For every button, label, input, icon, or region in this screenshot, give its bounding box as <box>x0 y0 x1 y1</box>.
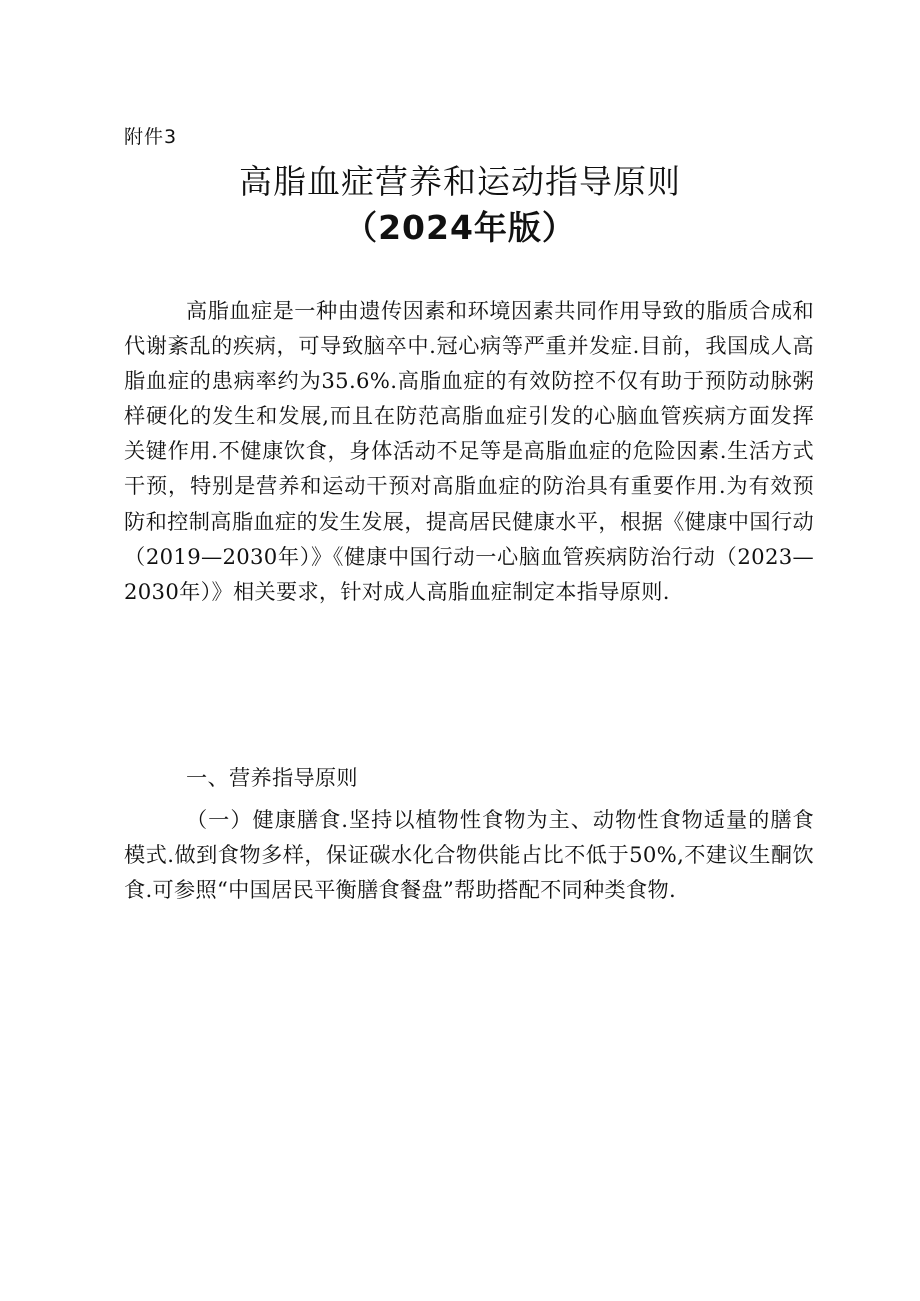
intro-paragraph: 高脂血症是一种由遗传因素和环境因素共同作用导致的脂质合成和代谢紊乱的疾病，可导致脑卒中.冠心病等严重并发症.目前，我国成人高脂血症的患病率约为35.6%.高脂血症的有效防控不仅有助于预防动脉粥样硬化的发生和发展,而且在防范高脂血症引发的心脑血管疾病方面发挥关键作用.不健康饮食，身体活动不足等是高脂血症的危险因素.生活方式干预，特别是营养和运动干预对高脂血症的防治具有重要作用.为有效预防和控制高脂血症的发生发展，提高居民健康水平，根据《健康中国行动（2019—2030年）》《健康中国行动一心脑血管疾病防治行动（2023—2030年）》相关要求，针对成人高脂血症制定本指导原则. <box>124 298 814 604</box>
document-subtitle: （2024年版） <box>344 208 576 247</box>
subsection-paragraph: （一）健康膳食.坚持以植物性食物为主、动物性食物适量的膳食模式.做到食物多样，保证碳水化合物供能占比不低于50%,不建议生酮饮食.可参照“中国居民平衡膳食餐盘”帮助搭配不同种类食物. <box>124 807 814 903</box>
document-title: 高脂血症营养和运动指导原则 <box>239 162 681 201</box>
attachment-label: 附件3 <box>124 126 178 148</box>
section-heading: 一、营养指导原则 <box>186 765 358 790</box>
